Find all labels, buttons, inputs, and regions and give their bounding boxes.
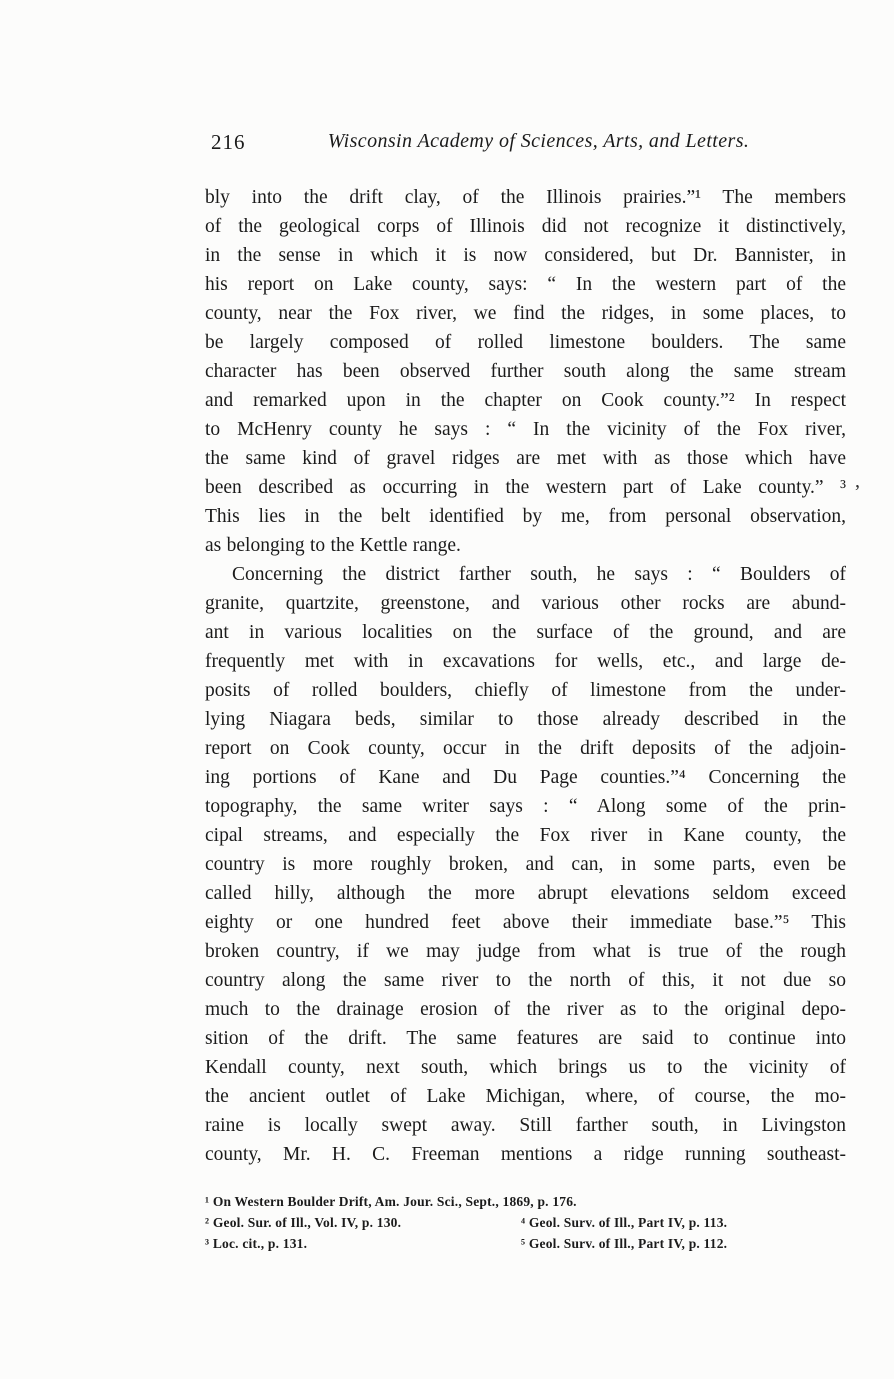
text-line: eighty or one hundred feet above their immediate base.”⁵ This (205, 912, 846, 933)
text-line: the ancient outlet of Lake Michigan, where, of course, the mo- (205, 1086, 846, 1107)
text-line: been described as occurring in the western part of Lake county.” ³ (205, 477, 846, 498)
text-line: lying Niagara beds, similar to those already described in the (205, 709, 846, 730)
text-line: bly into the drift clay, of the Illinois prairies.”¹ The members (205, 187, 846, 208)
scan-artifact-comma: , (855, 470, 860, 492)
footnotes (205, 1191, 846, 1254)
footnote-3: ³ Loc. cit., p. 131. (205, 1236, 308, 1251)
text-column (205, 130, 846, 1254)
text-line: ing portions of Kane and Du Page counties.”⁴ Concerning the (205, 767, 846, 788)
page-number: 216 (211, 130, 246, 154)
text-line: much to the drainage erosion of the river as to the original depo- (205, 999, 846, 1020)
text-line: sition of the drift. The same features are said to continue into (205, 1028, 846, 1049)
text-line: as belonging to the Kettle range. (205, 535, 461, 556)
text-line: ant in various localities on the surface of the ground, and are (205, 622, 846, 643)
footnote-1: ¹ On Western Boulder Drift, Am. Jour. Sci., Sept., 1869, p. 176. (205, 1194, 577, 1209)
running-title: Wisconsin Academy of Sciences, Arts, and Letters. (327, 130, 750, 152)
footnote-row (205, 1212, 846, 1233)
footnote-5: ⁵ Geol. Surv. of Ill., Part IV, p. 112. (521, 1236, 728, 1251)
text-line: county, near the Fox river, we find the ridges, in some places, to (205, 303, 846, 324)
text-line: his report on Lake county, says: “ In the western part of the (205, 274, 846, 295)
text-line: the same kind of gravel ridges are met with as those which have (205, 448, 846, 469)
text-line: broken country, if we may judge from what is true of the rough (205, 941, 846, 962)
footnote-row (205, 1233, 846, 1254)
text-line: Concerning the district farther south, he says : “ Boulders of (232, 564, 846, 585)
text-line: cipal streams, and especially the Fox river in Kane county, the (205, 825, 846, 846)
text-line: and remarked upon in the chapter on Cook county.”² In respect (205, 390, 846, 411)
text-line: This lies in the belt identified by me, from personal observation, (205, 506, 846, 527)
text-line: granite, quartzite, greenstone, and various other rocks are abund- (205, 593, 846, 614)
text-line: topography, the same writer says : “ Along some of the prin- (205, 796, 846, 817)
text-line: in the sense in which it is now considered, but Dr. Bannister, in (205, 245, 846, 266)
text-line: called hilly, although the more abrupt elevations seldom exceed (205, 883, 846, 904)
footnote-2: ² Geol. Sur. of Ill., Vol. IV, p. 130. (205, 1215, 402, 1230)
text-line: to McHenry county he says : “ In the vicinity of the Fox river, (205, 419, 846, 440)
running-head (205, 130, 846, 156)
text-line: character has been observed further south along the same stream (205, 361, 846, 382)
text-line: county, Mr. H. C. Freeman mentions a ridge running southeast- (205, 1144, 846, 1165)
text-line: frequently met with in excavations for wells, etc., and large de- (205, 651, 846, 672)
text-line: posits of rolled boulders, chiefly of limestone from the under- (205, 680, 846, 701)
text-line: country is more roughly broken, and can, in some parts, even be (205, 854, 846, 875)
text-line: report on Cook county, occur in the drift deposits of the adjoin- (205, 738, 846, 759)
text-line: Kendall county, next south, which brings us to the vicinity of (205, 1057, 846, 1078)
paragraph-1 (205, 183, 846, 560)
text-line: country along the same river to the north of this, it not due so (205, 970, 846, 991)
footnote-4: ⁴ Geol. Surv. of Ill., Part IV, p. 113. (521, 1215, 728, 1230)
text-line: be largely composed of rolled limestone boulders. The same (205, 332, 846, 353)
paragraph-2 (205, 560, 846, 1169)
text-line: of the geological corps of Illinois did not recognize it distinctively, (205, 216, 846, 237)
text-line: raine is locally swept away. Still farther south, in Livingston (205, 1115, 846, 1136)
